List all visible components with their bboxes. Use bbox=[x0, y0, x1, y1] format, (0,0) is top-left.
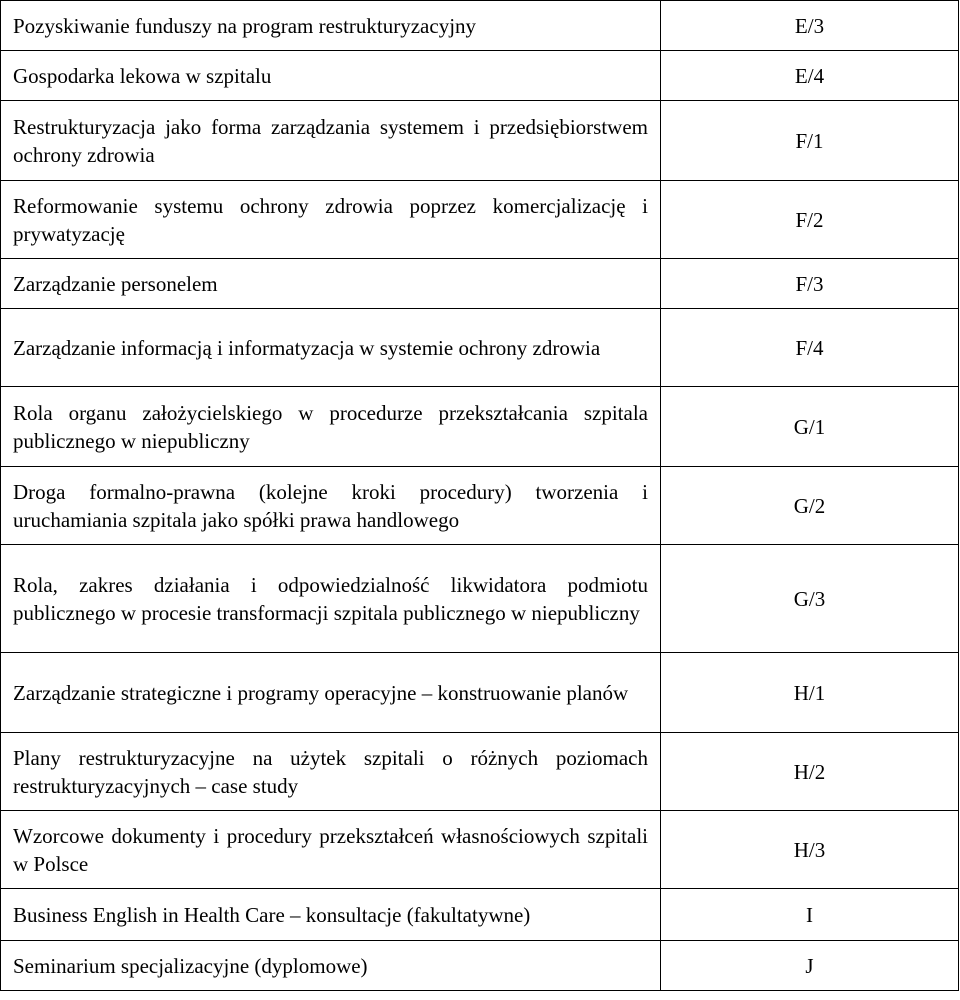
code-cell: E/3 bbox=[661, 1, 959, 51]
table-row bbox=[1, 545, 959, 653]
table-row bbox=[1, 1, 959, 51]
code-cell: H/1 bbox=[661, 653, 959, 733]
table-row bbox=[1, 653, 959, 733]
topic-cell: Wzorcowe dokumenty i procedury przekształceń własnościowych szpitali w Polsce bbox=[1, 811, 661, 889]
code-cell: J bbox=[661, 941, 959, 991]
topic-cell: Business English in Health Care – konsultacje (fakultatywne) bbox=[1, 889, 661, 941]
table-row bbox=[1, 467, 959, 545]
code-cell: F/4 bbox=[661, 309, 959, 387]
topic-cell: Zarządzanie personelem bbox=[1, 259, 661, 309]
topic-cell: Rola, zakres działania i odpowiedzialność likwidatora podmiotu publicznego w procesie transformacji szpitala publicznego w niepubliczny bbox=[1, 545, 661, 653]
topic-cell: Pozyskiwanie funduszy na program restrukturyzacyjny bbox=[1, 1, 661, 51]
code-cell: E/4 bbox=[661, 51, 959, 101]
topic-cell: Rola organu założycielskiego w procedurze przekształcania szpitala publicznego w niepubliczny bbox=[1, 387, 661, 467]
topic-cell: Restrukturyzacja jako forma zarządzania systemem i przedsiębiorstwem ochrony zdrowia bbox=[1, 101, 661, 181]
code-cell: G/1 bbox=[661, 387, 959, 467]
topic-cell: Zarządzanie strategiczne i programy operacyjne – konstruowanie planów bbox=[1, 653, 661, 733]
table-row bbox=[1, 51, 959, 101]
table-row bbox=[1, 811, 959, 889]
table-row bbox=[1, 387, 959, 467]
table-row bbox=[1, 889, 959, 941]
code-cell: H/3 bbox=[661, 811, 959, 889]
topic-cell: Droga formalno-prawna (kolejne kroki procedury) tworzenia i uruchamiania szpitala jako spółki prawa handlowego bbox=[1, 467, 661, 545]
table-row bbox=[1, 941, 959, 991]
code-cell: H/2 bbox=[661, 733, 959, 811]
code-cell: F/1 bbox=[661, 101, 959, 181]
topic-cell: Seminarium specjalizacyjne (dyplomowe) bbox=[1, 941, 661, 991]
table-row bbox=[1, 733, 959, 811]
topic-cell: Reformowanie systemu ochrony zdrowia poprzez komercjalizację i prywatyzację bbox=[1, 181, 661, 259]
code-cell: G/2 bbox=[661, 467, 959, 545]
table-row bbox=[1, 259, 959, 309]
table-row bbox=[1, 309, 959, 387]
topic-cell: Gospodarka lekowa w szpitalu bbox=[1, 51, 661, 101]
code-cell: I bbox=[661, 889, 959, 941]
topic-cell: Zarządzanie informacją i informatyzacja w systemie ochrony zdrowia bbox=[1, 309, 661, 387]
code-cell: F/2 bbox=[661, 181, 959, 259]
table-row bbox=[1, 101, 959, 181]
code-cell: F/3 bbox=[661, 259, 959, 309]
code-cell: G/3 bbox=[661, 545, 959, 653]
topic-cell: Plany restrukturyzacyjne na użytek szpitali o różnych poziomach restrukturyzacyjnych – case study bbox=[1, 733, 661, 811]
table-row bbox=[1, 181, 959, 259]
